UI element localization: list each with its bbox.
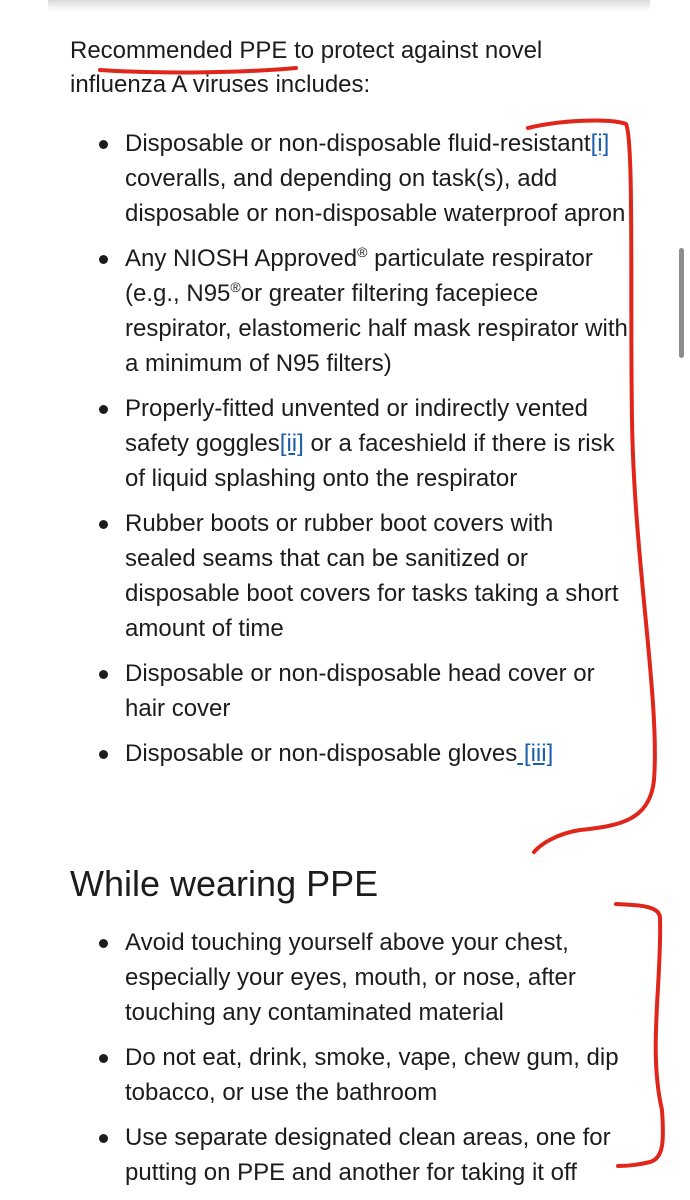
list-item: Use separate designated clean areas, one for putting on PPE and another for taking it off — [0, 1120, 690, 1190]
list-item: Do not eat, drink, smoke, vape, chew gum, dip tobacco, or use the bathroom — [0, 1040, 690, 1110]
registered-mark: ® — [230, 279, 241, 295]
footnote-link-iii[interactable]: [iii] — [517, 740, 554, 767]
while-wearing-ppe-list — [0, 925, 690, 1200]
bullet-icon — [99, 750, 108, 759]
list-item: Rubber boots or rubber boot covers with sealed seams that can be sanitized or disposable boot covers for tasks taking a short amount of time — [0, 506, 690, 646]
bullet-icon — [99, 405, 108, 414]
list-item: Disposable or non-disposable fluid-resistant[i] coveralls, and depending on task(s), add disposable or non-disposable waterproof apron — [0, 126, 690, 231]
footnote-link-i[interactable]: [i] — [590, 130, 610, 157]
header-shadow — [48, 0, 650, 12]
registered-mark: ® — [357, 244, 368, 260]
bullet-icon — [99, 255, 108, 264]
bullet-icon — [99, 1054, 108, 1063]
list-item: Any NIOSH Approved® particulate respirator (e.g., N95®or greater filtering facepiece respirator, elastomeric half mask respirator with a minimum of N95 filters) — [0, 241, 690, 381]
bullet-icon — [99, 520, 108, 529]
footnote-link-ii[interactable]: [ii] — [279, 430, 304, 457]
recommended-ppe-list — [0, 126, 690, 781]
list-item: Disposable or non-disposable gloves [iii] — [0, 736, 690, 771]
bullet-icon — [99, 1134, 108, 1143]
list-item: Avoid touching yourself above your chest, especially your eyes, mouth, or nose, after touching any contaminated material — [0, 925, 690, 1030]
section-heading: While wearing PPE — [70, 863, 379, 904]
bullet-icon — [99, 939, 108, 948]
bullet-icon — [99, 670, 108, 679]
intro-paragraph: Recommended PPE to protect against novel influenza A viruses includes: — [70, 37, 543, 98]
bullet-icon — [99, 140, 108, 149]
scrollbar-thumb[interactable] — [679, 248, 684, 358]
list-item: Properly-fitted unvented or indirectly vented safety goggles[ii] or a faceshield if there is risk of liquid splashing onto the respirator — [0, 391, 690, 496]
list-item: Disposable or non-disposable head cover or hair cover — [0, 656, 690, 726]
